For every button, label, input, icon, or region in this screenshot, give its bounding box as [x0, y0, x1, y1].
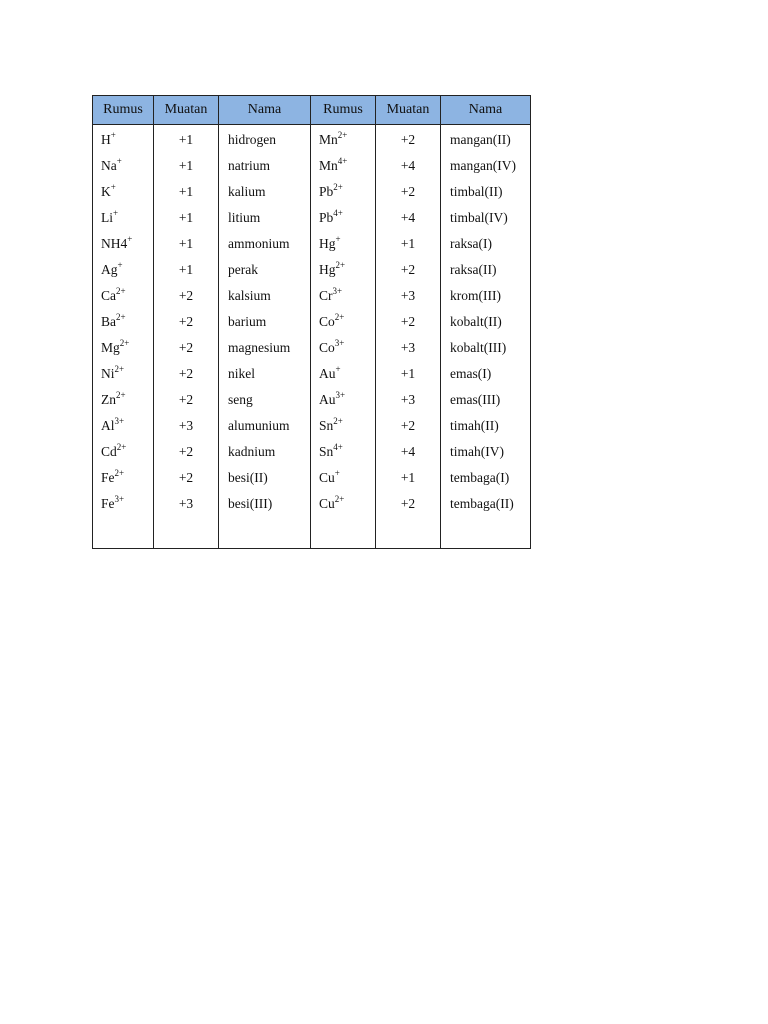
header-nama-2: Nama — [441, 96, 531, 125]
muatan-cell: +4 — [376, 205, 441, 231]
table-row — [93, 205, 531, 231]
nama-cell: timbal(IV) — [441, 205, 531, 231]
formula-base: Mg — [101, 340, 120, 355]
muatan-cell: +3 — [376, 387, 441, 413]
table-row — [93, 283, 531, 309]
formula-base: K — [101, 184, 111, 199]
table-row — [93, 125, 531, 154]
formula-charge-superscript: 3+ — [335, 389, 346, 400]
formula-charge-superscript: 4+ — [337, 155, 348, 166]
rumus-cell — [311, 257, 376, 283]
nama-cell: nikel — [219, 361, 311, 387]
formula-base: NH4 — [101, 236, 128, 251]
header-muatan-2: Muatan — [376, 96, 441, 125]
muatan-cell: +2 — [154, 465, 219, 491]
muatan-cell: +3 — [154, 413, 219, 439]
formula-base: Co — [319, 340, 335, 355]
nama-cell: barium — [219, 309, 311, 335]
muatan-cell: +2 — [376, 125, 441, 154]
formula-base: Cr — [319, 288, 333, 303]
nama-cell: tembaga(I) — [441, 465, 531, 491]
rumus-cell — [93, 257, 154, 283]
table-row — [93, 335, 531, 361]
nama-cell: emas(III) — [441, 387, 531, 413]
nama-cell: litium — [219, 205, 311, 231]
nama-cell: timah(IV) — [441, 439, 531, 465]
rumus-cell — [93, 283, 154, 309]
formula-base: Au — [319, 366, 336, 381]
formula-charge-superscript: + — [113, 207, 119, 218]
rumus-cell — [311, 387, 376, 413]
muatan-cell: +1 — [154, 257, 219, 283]
formula-charge-superscript: + — [335, 233, 341, 244]
formula-charge-superscript: + — [110, 181, 116, 192]
table-row — [93, 231, 531, 257]
formula-base: Ca — [101, 288, 116, 303]
formula-charge-superscript: + — [334, 467, 340, 478]
nama-cell: ammonium — [219, 231, 311, 257]
nama-cell: kobalt(III) — [441, 335, 531, 361]
header-muatan-1: Muatan — [154, 96, 219, 125]
table-filler-row — [93, 517, 531, 549]
formula-charge-superscript: 4+ — [333, 207, 343, 218]
rumus-cell — [93, 153, 154, 179]
muatan-cell: +4 — [376, 153, 441, 179]
rumus-cell — [93, 179, 154, 205]
nama-cell: magnesium — [219, 335, 311, 361]
table-row — [93, 387, 531, 413]
formula-base: Sn — [319, 444, 334, 459]
nama-cell: hidrogen — [219, 125, 311, 154]
header-row — [93, 96, 531, 125]
formula-base: Ni — [101, 366, 115, 381]
muatan-cell: +1 — [376, 465, 441, 491]
formula-charge-superscript: + — [116, 155, 122, 166]
formula-charge-superscript: 2+ — [116, 441, 127, 452]
formula-charge-superscript: + — [110, 129, 116, 140]
table-row — [93, 413, 531, 439]
formula-charge-superscript: + — [335, 363, 341, 374]
rumus-cell — [311, 179, 376, 205]
nama-cell: alumunium — [219, 413, 311, 439]
header-nama-1: Nama — [219, 96, 311, 125]
muatan-cell: +1 — [154, 231, 219, 257]
rumus-cell — [311, 153, 376, 179]
table-row — [93, 309, 531, 335]
formula-base: Sn — [319, 418, 334, 433]
rumus-cell — [311, 361, 376, 387]
formula-base: Pb — [319, 184, 334, 199]
formula-base: Ag — [101, 262, 118, 277]
table-row — [93, 465, 531, 491]
nama-cell: raksa(II) — [441, 257, 531, 283]
formula-base: Cu — [319, 496, 335, 511]
nama-cell: kalsium — [219, 283, 311, 309]
formula-base: Au — [319, 392, 336, 407]
nama-cell: perak — [219, 257, 311, 283]
rumus-cell — [311, 309, 376, 335]
nama-cell: raksa(I) — [441, 231, 531, 257]
formula-charge-superscript: 3+ — [114, 415, 125, 426]
rumus-cell — [311, 439, 376, 465]
formula-charge-superscript: 2+ — [119, 337, 130, 348]
muatan-cell: +1 — [154, 125, 219, 154]
empty-cell — [93, 517, 154, 549]
muatan-cell: +3 — [376, 283, 441, 309]
muatan-cell: +2 — [154, 283, 219, 309]
rumus-cell — [311, 335, 376, 361]
formula-charge-superscript: 2+ — [116, 285, 126, 296]
muatan-cell: +3 — [154, 491, 219, 517]
formula-charge-superscript: + — [117, 259, 123, 270]
nama-cell: timah(II) — [441, 413, 531, 439]
nama-cell: kalium — [219, 179, 311, 205]
muatan-cell: +2 — [154, 387, 219, 413]
table-row — [93, 491, 531, 517]
formula-charge-superscript: 3+ — [334, 337, 345, 348]
rumus-cell — [311, 413, 376, 439]
formula-base: Cu — [319, 470, 335, 485]
nama-cell: natrium — [219, 153, 311, 179]
rumus-cell — [93, 439, 154, 465]
muatan-cell: +2 — [376, 179, 441, 205]
rumus-cell — [311, 125, 376, 154]
rumus-cell — [93, 125, 154, 154]
formula-charge-superscript: 2+ — [337, 129, 348, 140]
formula-base: Li — [101, 210, 113, 225]
muatan-cell: +2 — [376, 413, 441, 439]
muatan-cell: +1 — [154, 179, 219, 205]
rumus-cell — [93, 491, 154, 517]
table-row — [93, 361, 531, 387]
rumus-cell — [93, 465, 154, 491]
formula-charge-superscript: 3+ — [332, 285, 343, 296]
table-body — [93, 125, 531, 549]
table-row — [93, 257, 531, 283]
formula-base: Pb — [319, 210, 334, 225]
rumus-cell — [311, 491, 376, 517]
muatan-cell: +2 — [154, 439, 219, 465]
formula-charge-superscript: 2+ — [334, 311, 345, 322]
table-row — [93, 153, 531, 179]
table-header — [93, 96, 531, 125]
header-rumus-2: Rumus — [311, 96, 376, 125]
rumus-cell — [311, 205, 376, 231]
nama-cell: besi(II) — [219, 465, 311, 491]
nama-cell: mangan(II) — [441, 125, 531, 154]
muatan-cell: +1 — [154, 153, 219, 179]
formula-base: Na — [101, 158, 117, 173]
nama-cell: kadnium — [219, 439, 311, 465]
formula-charge-superscript: 2+ — [116, 389, 126, 400]
muatan-cell: +3 — [376, 335, 441, 361]
formula-base: H — [101, 132, 111, 147]
formula-charge-superscript: 2+ — [114, 467, 125, 478]
formula-base: Hg — [319, 236, 336, 251]
formula-charge-superscript: 2+ — [334, 493, 345, 504]
formula-charge-superscript: 2+ — [114, 363, 125, 374]
muatan-cell: +2 — [154, 361, 219, 387]
ion-table — [92, 95, 531, 549]
rumus-cell — [93, 387, 154, 413]
nama-cell: kobalt(II) — [441, 309, 531, 335]
formula-base: Co — [319, 314, 335, 329]
formula-base: Mn — [319, 158, 338, 173]
formula-charge-superscript: 4+ — [333, 441, 343, 452]
nama-cell: krom(III) — [441, 283, 531, 309]
formula-base: Ba — [101, 314, 116, 329]
nama-cell: besi(III) — [219, 491, 311, 517]
muatan-cell: +2 — [376, 309, 441, 335]
formula-base: Al — [101, 418, 115, 433]
rumus-cell — [93, 205, 154, 231]
muatan-cell: +1 — [154, 205, 219, 231]
formula-charge-superscript: 2+ — [333, 181, 343, 192]
muatan-cell: +1 — [376, 361, 441, 387]
rumus-cell — [311, 465, 376, 491]
rumus-cell — [93, 335, 154, 361]
nama-cell: mangan(IV) — [441, 153, 531, 179]
empty-cell — [376, 517, 441, 549]
empty-cell — [311, 517, 376, 549]
table-row — [93, 439, 531, 465]
rumus-cell — [93, 361, 154, 387]
formula-charge-superscript: 2+ — [335, 259, 346, 270]
formula-base: Zn — [101, 392, 116, 407]
formula-base: Cd — [101, 444, 117, 459]
rumus-cell — [93, 231, 154, 257]
empty-cell — [219, 517, 311, 549]
formula-charge-superscript: 2+ — [116, 311, 126, 322]
rumus-cell — [311, 231, 376, 257]
table-row — [93, 179, 531, 205]
muatan-cell: +1 — [376, 231, 441, 257]
formula-base: Fe — [101, 470, 115, 485]
rumus-cell — [311, 283, 376, 309]
header-rumus-1: Rumus — [93, 96, 154, 125]
formula-base: Hg — [319, 262, 336, 277]
formula-base: Mn — [319, 132, 338, 147]
muatan-cell: +4 — [376, 439, 441, 465]
muatan-cell: +2 — [376, 257, 441, 283]
empty-cell — [441, 517, 531, 549]
formula-charge-superscript: 2+ — [333, 415, 343, 426]
formula-charge-superscript: + — [127, 233, 133, 244]
formula-charge-superscript: 3+ — [114, 493, 125, 504]
rumus-cell — [93, 309, 154, 335]
nama-cell: tembaga(II) — [441, 491, 531, 517]
empty-cell — [154, 517, 219, 549]
muatan-cell: +2 — [154, 335, 219, 361]
rumus-cell — [93, 413, 154, 439]
nama-cell: timbal(II) — [441, 179, 531, 205]
nama-cell: emas(I) — [441, 361, 531, 387]
muatan-cell: +2 — [154, 309, 219, 335]
muatan-cell: +2 — [376, 491, 441, 517]
formula-base: Fe — [101, 496, 115, 511]
nama-cell: seng — [219, 387, 311, 413]
